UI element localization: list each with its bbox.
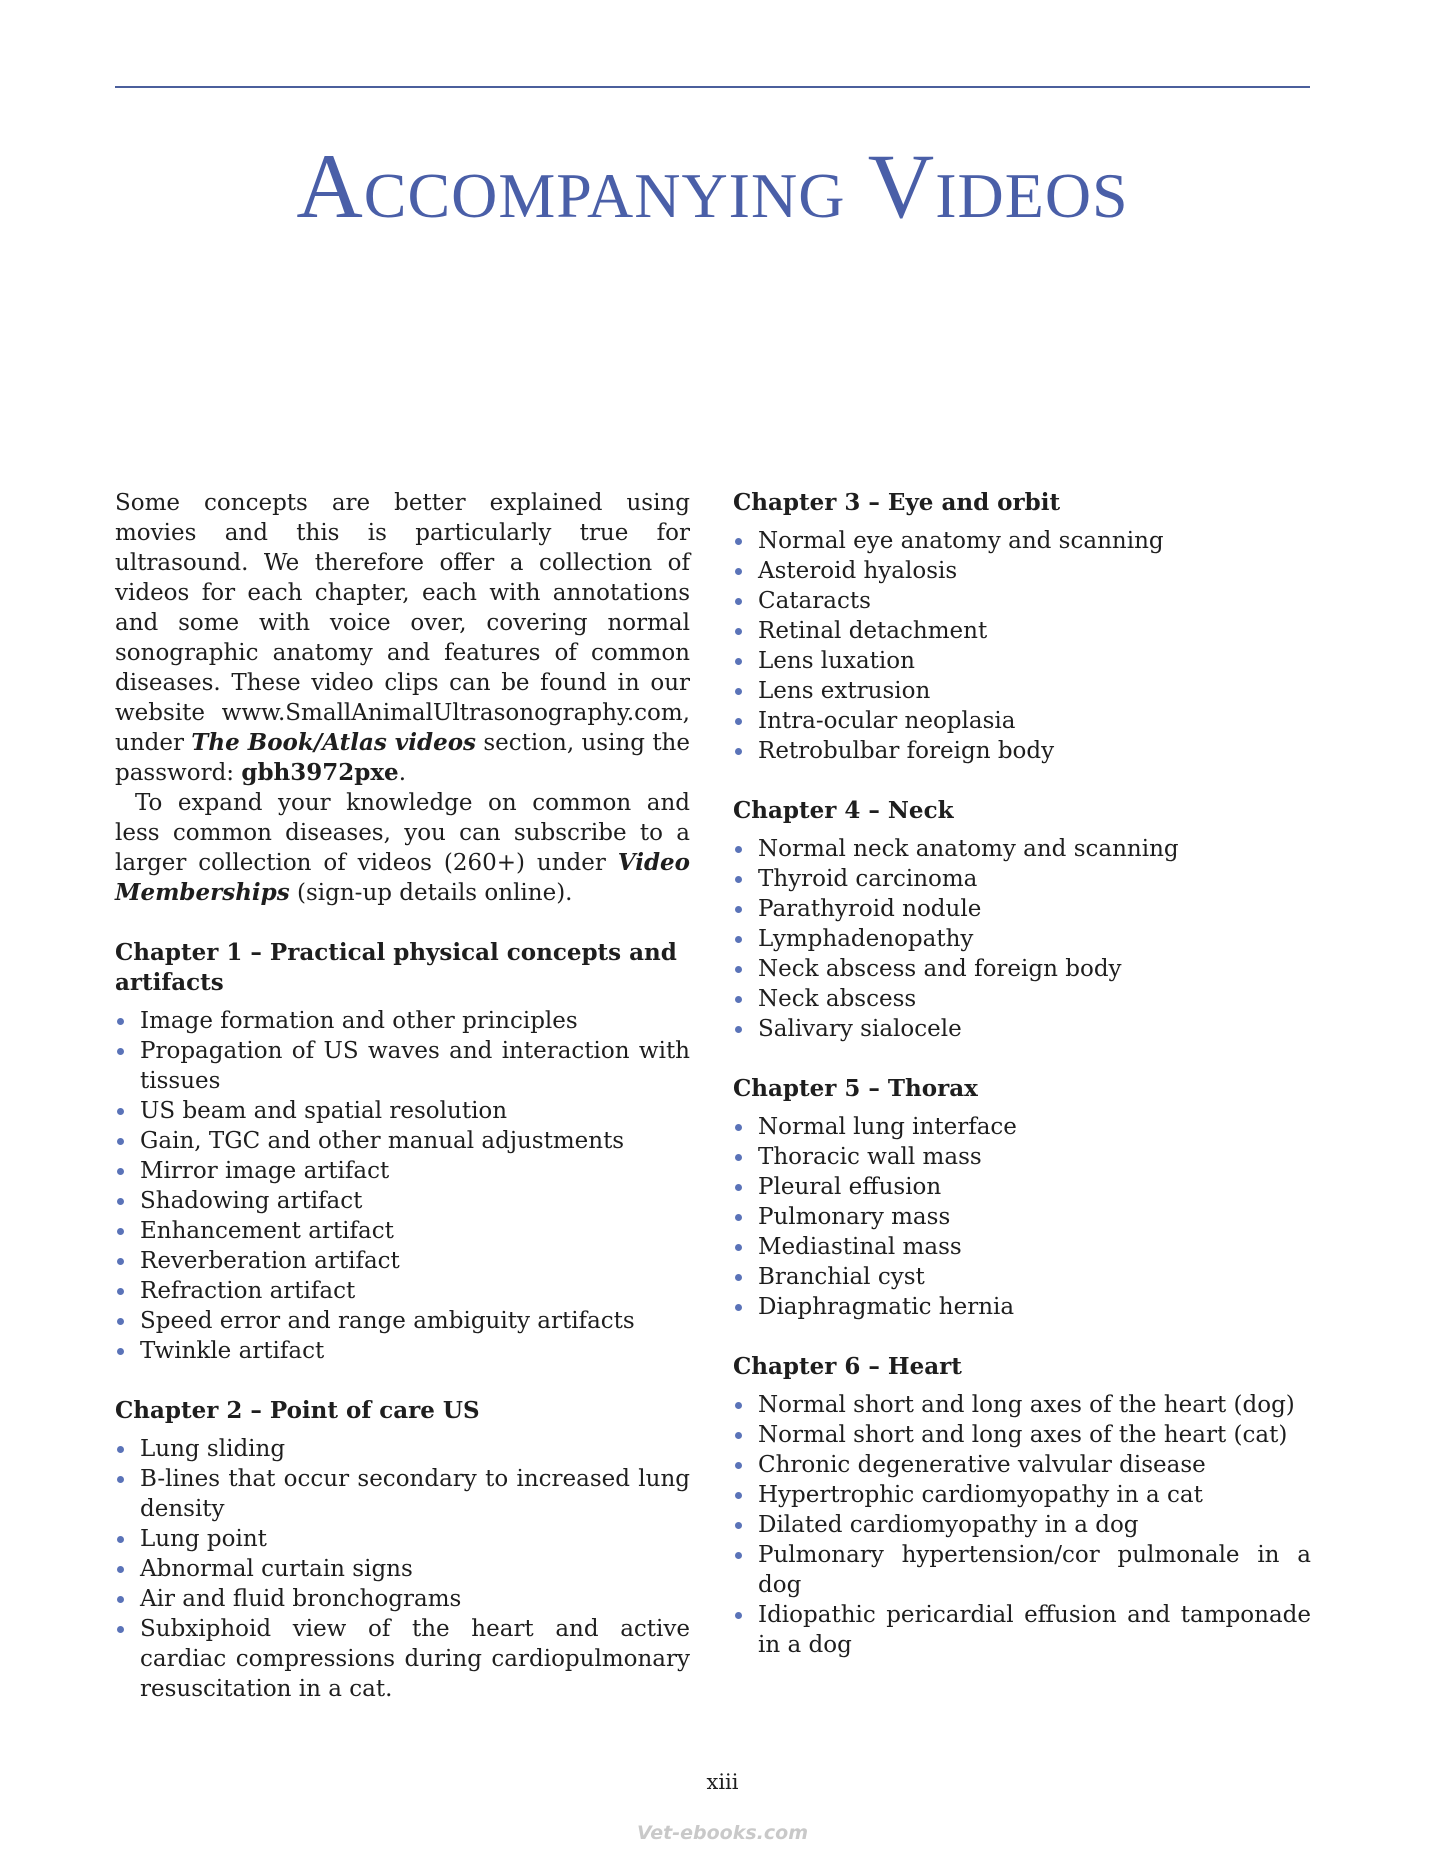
watermark-logo: Vet-ebooks.com	[636, 1822, 809, 1844]
video-list-item: Branchial cyst	[733, 1262, 1311, 1292]
video-list-item: Neck abscess	[733, 984, 1311, 1014]
video-list-item: US beam and spatial resolution	[115, 1096, 690, 1126]
video-list-item: Speed error and range ambiguity artifacts	[115, 1306, 690, 1336]
video-list-item: Chronic degenerative valvular disease	[733, 1450, 1311, 1480]
video-list-item: Lymphadenopathy	[733, 924, 1311, 954]
video-list-item: Normal lung interface	[733, 1112, 1311, 1142]
chapter-video-list	[115, 1434, 690, 1704]
page-number: xiii	[706, 1770, 739, 1794]
left-column	[115, 488, 690, 1704]
video-list-item: Lens luxation	[733, 646, 1311, 676]
video-list-item: Lens extrusion	[733, 676, 1311, 706]
chapter-5	[733, 1074, 1311, 1322]
chapter-1	[115, 938, 690, 1366]
video-list-item: Pleural effusion	[733, 1172, 1311, 1202]
video-list-item: Retrobulbar foreign body	[733, 736, 1311, 766]
chapter-heading: Chapter 1 – Practical physical concepts and artifacts	[115, 939, 677, 996]
chapter-2	[115, 1396, 690, 1704]
chapter-heading: Chapter 3 – Eye and orbit	[733, 489, 1061, 516]
intro-text	[115, 488, 690, 908]
chapter-heading: Chapter 5 – Thorax	[733, 1075, 978, 1102]
video-list-item: B-lines that occur secondary to increased lung density	[115, 1464, 690, 1524]
videos-section-name: The Book/Atlas videos	[191, 729, 476, 756]
video-list-item: Asteroid hyalosis	[733, 556, 1311, 586]
intro-text-segment: To expand your knowledge on common and less common diseases, you can subscribe to a larger collection of videos (260+) under	[115, 790, 690, 876]
video-list-item: Air and fluid bronchograms	[115, 1584, 690, 1614]
video-list-item: Neck abscess and foreign body	[733, 954, 1311, 984]
password-text: gbh3972pxe	[241, 759, 399, 786]
video-list-item: Reverberation artifact	[115, 1246, 690, 1276]
video-list-item: Propagation of US waves and interaction with tissues	[115, 1036, 690, 1096]
intro-text-segment: Some concepts are better explained using movies and this is particularly true for ultrasound. We therefore offer a collection of videos for each chapter, each with annotations and some with voice over, covering normal sonographic anatomy and features of common diseases. These video clips can be found in our website www.SmallAnimalUltrasonography.com, under	[115, 490, 690, 756]
intro-paragraph-1	[115, 488, 690, 788]
video-list-item: Lung sliding	[115, 1434, 690, 1464]
video-list-item: Lung point	[115, 1524, 690, 1554]
video-list-item: Hypertrophic cardiomyopathy in a cat	[733, 1480, 1311, 1510]
video-list-item: Shadowing artifact	[115, 1186, 690, 1216]
chapter-heading: Chapter 6 – Heart	[733, 1353, 962, 1380]
top-rule	[115, 86, 1310, 88]
video-list-item: Intra-ocular neoplasia	[733, 706, 1311, 736]
video-list-item: Subxiphoid view of the heart and active cardiac compressions during cardiopulmonary resuscitation in a cat.	[115, 1614, 690, 1704]
video-list-item: Pulmonary hypertension/cor pulmonale in a dog	[733, 1540, 1311, 1600]
video-list-item: Thyroid carcinoma	[733, 864, 1311, 894]
video-list-item: Image formation and other principles	[115, 1006, 690, 1036]
chapter-video-list	[115, 1006, 690, 1366]
video-list-item: Mediastinal mass	[733, 1232, 1311, 1262]
intro-text-segment: (sign-up details online).	[289, 880, 573, 906]
video-list-item: Parathyroid nodule	[733, 894, 1311, 924]
intro-text-segment: .	[398, 760, 406, 786]
video-list-item: Normal neck anatomy and scanning	[733, 834, 1311, 864]
chapter-video-list	[733, 1390, 1311, 1660]
video-list-item: Refraction artifact	[115, 1276, 690, 1306]
video-list-item: Dilated cardiomyopathy in a dog	[733, 1510, 1311, 1540]
video-list-item: Idiopathic pericardial effusion and tamponade in a dog	[733, 1600, 1311, 1660]
video-list-item: Mirror image artifact	[115, 1156, 690, 1186]
video-list-item: Retinal detachment	[733, 616, 1311, 646]
video-list-item: Normal eye anatomy and scanning	[733, 526, 1311, 556]
video-list-item: Enhancement artifact	[115, 1216, 690, 1246]
video-list-item: Normal short and long axes of the heart (dog)	[733, 1390, 1311, 1420]
chapter-video-list	[733, 834, 1311, 1044]
video-list-item: Gain, TGC and other manual adjustments	[115, 1126, 690, 1156]
memberships-name: Video Memberships	[115, 849, 690, 906]
page-title: Accompanying Videos	[296, 135, 1129, 237]
chapter-6	[733, 1352, 1311, 1660]
video-list-item: Cataracts	[733, 586, 1311, 616]
chapter-heading: Chapter 4 – Neck	[733, 797, 954, 824]
chapter-heading: Chapter 2 – Point of care US	[115, 1397, 480, 1424]
video-list-item: Thoracic wall mass	[733, 1142, 1311, 1172]
chapter-4	[733, 796, 1311, 1044]
video-list-item: Salivary sialocele	[733, 1014, 1311, 1044]
video-list-item: Normal short and long axes of the heart (cat)	[733, 1420, 1311, 1450]
chapter-video-list	[733, 1112, 1311, 1322]
intro-text-segment: section, using the password:	[115, 730, 690, 786]
video-list-item: Pulmonary mass	[733, 1202, 1311, 1232]
video-list-item: Twinkle artifact	[115, 1336, 690, 1366]
video-list-item: Abnormal curtain signs	[115, 1554, 690, 1584]
intro-paragraph-2	[115, 788, 690, 908]
chapter-3	[733, 488, 1311, 766]
chapter-video-list	[733, 526, 1311, 766]
right-column	[733, 488, 1311, 1660]
video-list-item: Diaphragmatic hernia	[733, 1292, 1311, 1322]
